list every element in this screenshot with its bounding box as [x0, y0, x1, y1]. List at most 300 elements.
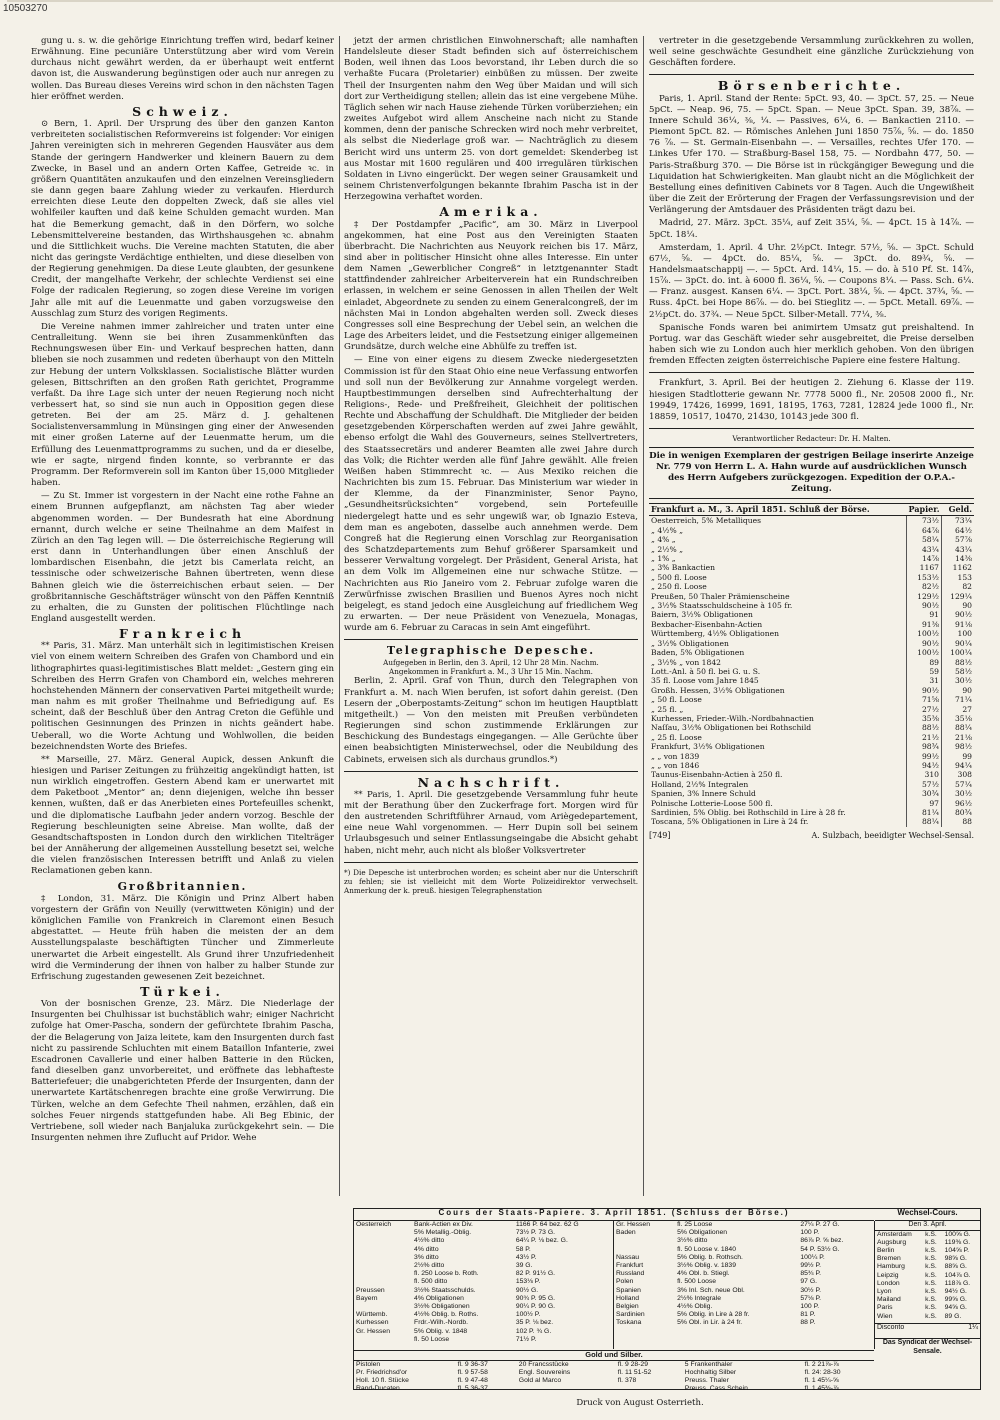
stock-table-row [649, 723, 974, 732]
table-cell: 21⅛ [942, 733, 975, 742]
table-cell: „ 3½% Staatsschuldscheine à 105 fr. [651, 601, 793, 611]
table-cell: „ 25 fl. „ [651, 704, 684, 714]
table-row [354, 1377, 874, 1385]
section-heading-telegraphische-depesche: Telegraphische Depesche. [386, 644, 596, 658]
table-cell [354, 1336, 412, 1344]
stock-table-row [649, 667, 974, 676]
table-cell: Frdr.-Wilh.-Nordb. [414, 1319, 469, 1327]
section-heading-amerika: Amerika. [439, 204, 543, 220]
exchange-section [875, 1209, 980, 1389]
table-cell: 59 [907, 667, 942, 676]
table-cell: 5% Metallig.-Oblig. [414, 1229, 472, 1237]
table-cell: Oesterreich, 5% Metalliques [651, 516, 762, 526]
table-cell: k.S. [925, 1255, 937, 1263]
table-cell: fl. 5 36-37 [457, 1385, 488, 1393]
table-cell: 21½ [907, 733, 942, 742]
table-row [875, 1296, 980, 1304]
table-cell: 89 G. [944, 1312, 962, 1320]
stock-table-row [649, 780, 974, 789]
table-row [354, 1246, 613, 1254]
table-row [875, 1313, 980, 1321]
gold-silver-title: Gold und Silber. [354, 1351, 874, 1361]
table-cell: 58 P. [515, 1245, 531, 1253]
table-row [354, 1221, 613, 1229]
table-cell: 35⅛ [942, 714, 975, 723]
table-cell: 5% Obligationen [677, 1229, 728, 1237]
table-cell: 3½% ditto [677, 1237, 708, 1245]
paragraph: Berlin, 2. April. Graf von Thun, durch den Telegraphen von Frankfurt a. M. nach Wien berufen, ist sofort dahin gereist. (Den Lesern der „Oberpostamts-Zeitung“ schon im heutigen Hauptblatt mitgetheilt.) — Von den meisten mit Preußen verbündeten Regierungen sind schon zustimmende Erklärungen zur Beschickung des Bundestags eingegangen. — Alle Gerüchte über einen beabsichtigten Ministerwechsel, oder die Neubildung des Cabinets, erweisen sich als durchaus grundlos.*) [344, 676, 638, 765]
paragraph: — Eine von einer eigens zu diesem Zwecke niedergesetzten Commission ist für den Staat Ohio eine neue Verfassung entworfen und soll nun der Bevölkerung zur Annahme vorgelegt werden. Hauptbestimmungen derselben sind Aufrechterhaltung der Religions-, Rede- und Preßfreiheit, Gleichheit der politischen Rechte und Abschaffung der Schuldhaft. Die Mitglieder der beiden gesetzgebenden Körperschaften werden auf zwei Jahre gewählt, ebenso erfolgt die Wahl des Gouverneurs, seines Stellvertreters, des Staatssecretärs und anderer Beamten alle zwei Jahre durch das Volk; die Richter werden alle fünf Jahre gewählt. Alle freien Weißen haben Stimmrecht ꝛc. — Aus Mexiko reichen die Nachrichten bis zum 15. Februar. Das Ministerium war wieder in der Klemme, da der Finanzminister, Senor Payno, „Gesundheitsrücksichten“ vorgebend, sein Portefeuille niedergelegt hatte und es sehr ungewiß war, ob Ignazio Esteva, dem man es angeboten, dasselbe auch annehmen werde. Dem Congreß hat die Regierung einen Vorschlag zur Reorganisation des Schatzdepartements zum Behuf größerer Sparsamkeit und besserer Verwaltung vorgelegt. Der Präsident, General Arista, hat an dem Volk im Allgemeinen eine nur schwache Stütze. — Nachrichten aus Rio Janeiro vom 2. Februar zufolge waren die Zerwürfnisse zwischen Brasilien und Buenos Ayres noch nicht beigelegt, es stand jedoch eine Ausgleichung auf friedlichem Weg zu erwarten. — Der neue Präsident von Venezuela, Monagas, wurde am 6. Februar zu Caracas in sein Amt eingeführt. [344, 355, 638, 634]
table-cell: 31 [907, 676, 942, 685]
table-cell: Holland [616, 1294, 640, 1302]
table-cell: 80¾ [942, 808, 975, 817]
table-cell: „ 500 fl. Loose [651, 572, 707, 582]
table-cell: 64⅞ [907, 526, 942, 535]
divider [344, 771, 638, 772]
table-cell: 86⅞ P. ⅝ bez. [800, 1237, 844, 1245]
table-cell: 129½ [907, 592, 942, 601]
section-heading-nachschrift: Nachschrift. [417, 774, 565, 790]
table-cell: 100⅝ G. [944, 1230, 971, 1238]
table-cell: 104⅝ P. [944, 1247, 970, 1254]
table-cell: 88½ [942, 658, 975, 667]
table-cell: 100½ [907, 648, 942, 657]
table-cell: 54 P. 53½ G. [800, 1245, 840, 1253]
table-cell: Lyon [877, 1288, 892, 1296]
table-cell [616, 1385, 683, 1393]
paragraph: ** Paris, 1. April. Die gesetzgebende Versammlung fuhr heute mit der Berathung über den Zuckerfrage fort. Morgen wird für den austretenden Schriftführer Arnaud, vom Ariègedepartement, eine neue Wahl vorgenommen. — Herr Dupin soll bei seinem Urlaubsgesuch und seiner Entlassungseingabe die Absicht gehabt haben, nicht mehr, auch nicht als bloßer Volksvertreter [344, 789, 638, 856]
stock-table-row [649, 620, 974, 629]
table-cell: 4½% Oblig. b. Roths. [414, 1311, 479, 1319]
table-cell: 90¼ [942, 639, 975, 648]
stock-table-row [649, 658, 974, 667]
table-cell: 91⅛ [942, 620, 975, 629]
table-cell: 30½ P. [800, 1286, 822, 1294]
table-cell: 43¼ [907, 545, 942, 554]
table-cell: „ 2½% „ [651, 544, 684, 554]
table-cell: Paris [877, 1304, 893, 1312]
table-cell: Naſſau, 3½% Obligationen bei Rothschild [651, 723, 812, 733]
table-cell: Pistolen [356, 1360, 381, 1368]
stock-table-row [649, 573, 974, 582]
stock-table-row [649, 799, 974, 808]
table-cell: Baden [616, 1229, 636, 1237]
stock-table-row [649, 601, 974, 610]
table-cell: 100½ [907, 629, 942, 638]
table-row [614, 1295, 874, 1303]
table-cell: 57½ [907, 780, 942, 789]
table-cell: 98¾ [907, 742, 942, 751]
table-cell [354, 1262, 412, 1270]
table-row [875, 1304, 980, 1312]
stock-table-row [649, 563, 974, 572]
stock-table-row [649, 817, 974, 826]
table-cell: London [877, 1279, 900, 1287]
table-cell: Engl. Souvereins [518, 1368, 571, 1376]
table-cell: 90½ [942, 610, 975, 619]
table-cell: 82 [942, 582, 975, 591]
table-cell: 81 P. [800, 1311, 816, 1319]
table-cell: k.S. [925, 1263, 937, 1271]
table-row [614, 1262, 874, 1270]
table-cell: Bayern [356, 1294, 378, 1302]
table-cell: Baden, 5% Obligationen [651, 648, 745, 658]
table-cell: 4½% Oblig. [677, 1303, 713, 1311]
course-table-main [354, 1221, 875, 1349]
table-cell: 100¼ P. [800, 1253, 825, 1261]
table-cell: 30½ [942, 676, 975, 685]
table-cell: 35 P. ⅛ bez. [515, 1319, 554, 1327]
table-cell [354, 1303, 412, 1311]
table-row [614, 1254, 874, 1262]
table-row [875, 1263, 980, 1271]
table-row [354, 1287, 613, 1295]
table-cell: k.S. [925, 1271, 937, 1279]
table-cell: 88¼ [942, 723, 975, 732]
table-cell: Nassau [616, 1253, 640, 1261]
table-cell: 5 Frankenthaler [684, 1360, 733, 1368]
table-cell: „ 50 fl. Loose [651, 695, 702, 705]
footnote: *) Die Depesche ist unterbrochen worden; es scheint aber nur die Unterschrift zu fehlen; sie ist vielleicht mit dem Worte Polizeidirektor verwechselt. Anmerkung der k. preuß. hiesigen Telegraphenstation [344, 867, 638, 895]
column-rule [339, 36, 340, 1196]
divider [344, 862, 638, 863]
table-cell: 3% ditto [414, 1253, 439, 1261]
table-cell: fl. 500 ditto [414, 1278, 448, 1286]
table-cell: Polen [616, 1278, 634, 1286]
table-cell: Preussen [356, 1286, 385, 1294]
table-cell: „ 3% Bankactien [651, 563, 716, 573]
table-cell: 100 P. [800, 1303, 820, 1311]
table-cell: 90½ [907, 639, 942, 648]
table-cell: fl. 50 Loose v. 1840 [677, 1245, 736, 1253]
table-cell: 71¼ [942, 695, 975, 704]
table-cell: Oesterreich [356, 1221, 392, 1228]
table-cell: „ „ von 1839 [651, 751, 700, 761]
table-cell: Pr. Friedrichsd'or [356, 1368, 408, 1376]
table-cell: „ 3½% „ von 1842 [651, 657, 722, 667]
paragraph: gung u. s. w. die gehörige Einrichtung treffen wird, bedarf keiner Erwähnung. Eine pecuniäre Unterstützung aber wird vom Verein durchaus nicht gewährt werden, da er überhaupt weit entfernt davon ist, die Auswanderung begünstigen oder auch nur anregen zu wollen. Das Bureau dieses Vereins wird schon in den nächsten Tagen hier eröffnet werden. [31, 36, 334, 102]
course-table [353, 1208, 981, 1393]
table-cell: 73½ [907, 516, 942, 526]
course-table-left-rows [354, 1221, 613, 1344]
table-cell: Gr. Hessen [356, 1327, 390, 1335]
broker-line [649, 830, 974, 841]
paragraph: Von der bosnischen Grenze, 23. März. Die Niederlage der Insurgenten bei Chulhissar ist buchstäblich wahr; einiger Nachricht zufolge hat Omer-Pascha, sondern der gefürchtete Ibrahim Pascha, der die Belagerung von Jaiza leitete, kam den Insurgenten durch fast nicht zu passirende Schluchten mit einem Bataillon Infanterie, zwei Escadronen Cavallerie und einer halben Batterie in den Rücken, fand dieselben ganz unvorbereitet, und eröffnete das lebhafteste Batteriefeuer; die unabgerichteten Pferde der Insurgenten, dann der unerwartete Kartätschenregen brachte eine große Verwirrung. Die Türken, welche an dem Gefechte Theil nahmen, erzählen, daß ein solches Feuer nirgends stattgefunden habe. Ali Beg Ebinic, der Vertriebene, soll wieder nach Banjaluka zurückgekehrt sein. — Die Insurgenten nehmen ihre Zuflucht auf Pridor. Wehe [31, 999, 334, 1143]
table-cell: 100 [942, 629, 975, 638]
table-cell: 90¾ P. 95 G. [515, 1294, 556, 1302]
table-cell: 153 [942, 573, 975, 582]
table-cell: 27 [942, 705, 975, 714]
table-cell: 35 fl. Loose vom Jahre 1845 [651, 676, 759, 686]
syndicate-signature: Das Syndicat der Wechsel-Sensale. [875, 1338, 980, 1356]
paragraph: jetzt der armen christlichen Einwohnerschaft; alle namhaften Handelsleute dieser Stadt befinden sich auf österreichischem Boden, weil ihnen das Loos bevorstand, ihr Leben durch die so verhaßte Fucara (Proletarier) einbüßen zu müssen. Der zweite Theil der Insurgenten nahm den Weg über Maidan und will sich dort zur Vertheidigung stellen; allein das ist eine vergebene Mühe. Täglich sehen wir nach Hause ziehende Türken vorüberziehen; ein zweites Aufgebot wird allem Anscheine nach nicht zu Stande kommen, denn der panische Schrecken wird noch mehr verbreitet, als selbst die Niederlage groß war. — Nachträglich zu diesem Bericht wird uns unterm 25. von dort gemeldet: Skenderbeg ist aus Mostar mit 1600 regulären und 400 irregulären türkischen Soldaten in Livno eingerückt. Der wegen seiner Grausamkeit und seinem Christenverfolgungen bekannte Ibrahim Pascha ist in der Herzegowina verhaftet worden. [344, 36, 638, 203]
table-cell: 91 [907, 610, 942, 619]
table-row [614, 1270, 874, 1278]
table-cell: 35⅜ [907, 714, 942, 723]
table-cell: 5% Oblig. v. 1848 [414, 1327, 468, 1335]
discount-value: 1¼ [968, 1323, 978, 1331]
table-cell: „ 4½% „ [651, 525, 684, 535]
course-table-left [354, 1221, 614, 1349]
stock-table-row [649, 648, 974, 657]
table-row [354, 1278, 613, 1286]
divider [649, 428, 974, 429]
section-heading-frankreich: Frankreich [118, 626, 247, 642]
table-cell: 27½ [907, 705, 942, 714]
stock-table-row [649, 686, 974, 695]
table-cell: 1166 P. 64 bez. 62 G [515, 1221, 579, 1228]
table-cell: 99 [942, 752, 975, 761]
table-cell: 119⅜ G. [944, 1238, 971, 1246]
table-cell: Bremen [877, 1255, 901, 1263]
table-cell: 88 P. [800, 1319, 816, 1327]
course-table-right-rows [614, 1221, 874, 1328]
table-cell: 4% ditto [414, 1245, 439, 1253]
stock-table-row [649, 545, 974, 554]
table-cell: 82½ [907, 582, 942, 591]
table-cell: 14⅞ [907, 554, 942, 563]
dispatch-sent-time: Aufgegeben in Berlin, den 3. April, 12 Uhr 28 Min. Nachm. [383, 658, 599, 668]
table-cell: 1162 [942, 563, 975, 572]
divider [344, 639, 638, 640]
table-row [354, 1385, 874, 1393]
stock-table-row [649, 705, 974, 714]
table-cell: 94⅝ G. [944, 1304, 967, 1312]
table-cell: 58¼ [907, 535, 942, 544]
stock-table-row [649, 629, 974, 638]
column-1 [31, 36, 334, 1146]
table-cell: Württemberg, 4½% Obligationen [651, 629, 779, 639]
table-row [614, 1229, 874, 1237]
table-cell: 88 [942, 817, 975, 826]
paragraph: ‡ London, 31. März. Die Königin und Prinz Albert haben vorgestern der Gräfin von Neuilly (verwittweten Königin) und der königlichen Familie von Frankreich in Claremont einen Besuch abgestattet. — Heute früh haben die meisten der an dem Ausstellungspalaste beschäftigten Tüncher und Zimmerleute unerwartet die Arbeit eingestellt. Als Grund ihrer Unzufriedenheit wird die Verminderung der ihnen von halber zu halber Stunde zur Erfrischung zugestanden gewesenen Zeit bezeichnet. [31, 893, 334, 982]
table-cell: 71⅝ [907, 695, 942, 704]
table-row [354, 1237, 613, 1245]
stock-table-col-geld: Geld. [942, 504, 975, 516]
table-cell: Kurhessen, Frieder.-Wilh.-Nordbahnactien [651, 713, 814, 723]
table-cell: Holl. 10 fl. Stücke [356, 1377, 409, 1384]
table-cell: Hochhaltig Silber [684, 1368, 737, 1376]
table-cell: 73½ P. 73 G. [515, 1229, 556, 1237]
table-cell [354, 1246, 412, 1254]
table-row [354, 1295, 613, 1303]
table-cell: 153½ [907, 573, 942, 582]
table-cell: „ 4% „ [651, 535, 676, 545]
stock-table-row [649, 516, 974, 526]
stock-table [649, 503, 974, 827]
table-cell: 96½ [942, 799, 975, 808]
table-cell: 97 [907, 799, 942, 808]
stock-table-row [649, 808, 974, 817]
table-cell: k.S. [925, 1296, 937, 1304]
table-cell: „ „ von 1846 [651, 760, 700, 770]
table-row [614, 1287, 874, 1295]
table-cell [614, 1237, 675, 1245]
table-cell: 57¼ [942, 780, 975, 789]
table-cell: 43½ P. [515, 1253, 537, 1261]
table-cell: 310 [907, 770, 942, 779]
table-cell: 3½% Oblig. v. 1839 [677, 1262, 736, 1270]
table-cell: 102 P. ¾ G. [515, 1327, 552, 1335]
table-cell: fl. 9 57-58 [457, 1368, 488, 1376]
table-cell: k.S. [925, 1312, 937, 1320]
table-cell: 90¼ P. 90 G. [515, 1303, 556, 1311]
table-row [354, 1328, 613, 1336]
table-row [614, 1246, 874, 1254]
table-cell: Preußen, 50 Thaler Prämienscheine [651, 591, 790, 601]
table-cell: 100 P. [800, 1229, 820, 1237]
table-cell: k.S. [925, 1238, 937, 1246]
table-cell: Leipzig [877, 1271, 899, 1279]
table-row [614, 1237, 874, 1245]
gold-silver-rows [354, 1361, 874, 1394]
stock-table-row [649, 789, 974, 798]
table-cell: 90 [942, 601, 975, 610]
table-cell: Frankfurt [616, 1262, 644, 1270]
paragraph: ** Paris, 31. März. Man unterhält sich in legitimistischen Kreisen viel von einem weitern Schreiben des Grafen von Chambord und ein lithographirtes quasi-legitimistisches Blatt meldet: „Gestern ging ein Schreiben des Herrn Grafen von Chambord ein, welches mehreren hochstehenden Männern der conservativen Partei mitgetheilt wurde; man nahm es mit großer Theilnahme und Befriedigung auf. Es scheint, daß der Beschluß über den Antrag Creton die Gefühle und politischen Gesinnungen des Prinzen in nichts geändert habe. Ueberall, wo die Worte Achtung und Wohlwollen, die beiden bezeichnendsten Worte des Briefes. [31, 641, 334, 752]
table-row [614, 1319, 874, 1327]
table-cell: 2½% ditto [414, 1262, 445, 1270]
table-cell: fl. 25 Loose [677, 1221, 713, 1228]
exchange-rows [875, 1231, 980, 1321]
stock-table-body [649, 516, 974, 827]
table-cell: Lott.-Anl. à 50 fl. bei G. u. S. [651, 666, 761, 676]
table-cell: 88½ [907, 723, 942, 732]
table-row [354, 1361, 874, 1369]
table-cell: 153⅛ P. [515, 1278, 541, 1286]
table-row [354, 1336, 613, 1344]
stock-table-row [649, 554, 974, 563]
notice-box: Die in wenigen Exemplaren der gestrigen Beilage inserirte Anzeige Nr. 779 von Herrn L. A. Hahn wurde auf ausdrücklichen Wunsch des Herrn Aufgebers zurückgezogen. Expedition der O.P.A.-Zeitung. [649, 447, 974, 499]
table-cell: 2½% Integrale [677, 1294, 721, 1302]
stock-table-row [649, 535, 974, 544]
table-cell: k.S. [925, 1288, 937, 1296]
table-cell: 90½ [907, 601, 942, 610]
table-cell: Holland, 2½% Integralen [651, 779, 749, 789]
table-cell [354, 1229, 412, 1237]
table-cell: 129¼ [942, 592, 975, 601]
table-cell: 3% Inl. Sch. neue Obl. [677, 1286, 745, 1294]
table-row [875, 1247, 980, 1255]
table-cell: „ 3½% Obligationen [651, 638, 729, 648]
dispatch-arrival-time: Angekommen in Frankfurt a. M., 3 Uhr 15 Min. Nachm. [389, 667, 593, 677]
column-3 [649, 36, 974, 841]
table-cell: fl. 9 28-29 [617, 1360, 648, 1368]
table-row [354, 1319, 613, 1327]
table-cell: Wien [877, 1312, 893, 1320]
stock-table-row [649, 752, 974, 761]
table-row [614, 1221, 874, 1229]
table-cell: Berlin [877, 1247, 895, 1254]
section-heading-tuerkei: Türkei. [140, 983, 225, 999]
table-row [354, 1311, 613, 1319]
table-row [354, 1369, 874, 1377]
stock-table-title: Frankfurt a. M., 3. April 1851. Schluß der Börse. [649, 504, 907, 516]
table-cell: fl. 11 51-52 [617, 1368, 652, 1376]
table-row [614, 1278, 874, 1286]
table-cell: 4% Obl. b. Stiegl. [677, 1270, 730, 1278]
course-table-title: Cours der Staats-Papiere. 3. April 1851. (Schluss der Börse.) [354, 1209, 874, 1221]
column-2 [344, 36, 638, 895]
table-cell: 39 G. [515, 1262, 533, 1270]
table-cell [354, 1254, 412, 1262]
stock-table-row [649, 761, 974, 770]
table-cell: 71½ P. [515, 1335, 537, 1343]
stock-table-row [649, 714, 974, 723]
table-cell [354, 1278, 412, 1286]
table-cell: 1167 [907, 563, 942, 572]
table-cell: 64½ [942, 526, 975, 535]
section-heading-boersenberichte: Börsenberichte. [717, 78, 906, 94]
table-row [875, 1255, 980, 1263]
table-row [875, 1280, 980, 1288]
table-cell: Großh. Hessen, 3½% Obligationen [651, 685, 785, 695]
table-cell: 5% Oblig. b. Rothsch. [677, 1253, 743, 1261]
stock-table-row [649, 610, 974, 619]
table-row [354, 1254, 613, 1262]
table-cell: Bank-Actien ex Div. [414, 1221, 473, 1228]
column-rule [643, 36, 644, 1196]
table-cell: Toskana [616, 1319, 642, 1327]
table-cell: Polnische Lotterie-Loose 500 fl. [651, 798, 773, 808]
table-cell: fl. 9 47-48 [457, 1377, 488, 1384]
section-heading-grossbritannien: Großbritannien. [117, 879, 248, 893]
table-row [354, 1270, 613, 1278]
table-cell: Russland [616, 1270, 645, 1278]
paragraph: Paris, 1. April. Stand der Rente: 5pCt. 93, 40. — 3pCt. 57, 25. — Neue 5pCt. — Neap. 96, 75. — 5pCt. Span. — Neue 3pCt. Span. 39, 38⅞. — Innere Schuld 36¼, ⅜, ¼. — Passives, 6¼, 6. — Bankactien 2110. — Piemont 5pCt. 82. — Römisches Anlehen Juni 1850 75⅞, ⅝. — do. 1850 76 ⅞. — St. Germain-Eisenbahn —. — Versailles, rechtes Ufer 170. — Linkes Ufer 170. — Straßburg-Basel 158, 75. — Nordbahn 477, 50. — Paris-Straßburg 370. — Die Börse ist in rückgängiger Bewegung und die Liquidation hat Schwierigkeiten. Man glaubt nicht an die Möglichkeit der Bestellung eines definitiven Cabinets vor 8 Tagen. Auch die Ungewißheit über die Zeit der Erörterung der Fragen der Verfassungsrevision und der Verlängerung der Amtsdauer des Präsidenten trägt dazu bei. [649, 93, 974, 216]
table-cell: 88¼ [907, 817, 942, 826]
table-cell: Württemb. [356, 1311, 388, 1319]
paragraph: ‡ Der Postdampfer „Pacific“, am 30. März in Liverpool angekommen, hat eine Post aus den Vereinigten Staaten überbracht. Die Nachrichten aus Neuyork reichen bis 17. März, sind aber in politischer Hinsicht ohne alles Interesse. Ein unter dem Namen „Gewerblicher Congreß“ in letztgenannter Stadt stattfindender zahlreicher Arbeiterverein hat ein Rundschreiben erlassen, in welchem er seine Genossen in allen Theilen der Welt einladet, Abgeordnete zu senden zu einem Generalcongreß, der im nächsten Mai in London abgehalten werden soll. Zweck dieses Congresses soll eine Besprechung der Uebel sein, an welchen die Lage des Arbeiters leidet, und die Festsetzung einiger allgemeinen Grundsätze, durch welche eine Abhülfe zu treffen ist. [344, 219, 638, 353]
table-cell [354, 1270, 412, 1278]
paragraph: ** Marseille, 27. März. General Aupick, dessen Ankunft die hiesigen und Pariser Zeitungen zu frühzeitig angekündigt hatten, ist nun wirklich eingetroffen. Gestern Abend kam er unerwartet mit dem Paketboot „Mentor“ an; denn diejenigen, welche ihn besser kennen, wußten, daß er das Anerbieten eines Portefeuilles schenkt, und die diplomatische Laufbahn jeder andern vorzog. Beschle der Regierung beschleunigten seine Abreise. Man wollte, daß der Gesandtschaftsposten in London durch den wirklichen Titelträger bei der Annäherung der allgemeinen Ausstellung besetzt sei, welche die vielen französischen Interessen betrifft und Anlaß zu vielen Reclamationen geben kann. [31, 754, 334, 877]
table-cell: Preuss. Thaler [684, 1377, 729, 1384]
table-cell: 90½ [907, 686, 942, 695]
table-cell: fl. 378 [617, 1377, 637, 1384]
table-cell: 104⅞ G. [944, 1271, 971, 1279]
table-cell: 57⅞ [942, 535, 975, 544]
table-cell [614, 1246, 675, 1254]
course-table-right [614, 1221, 874, 1349]
table-cell: Augsburg [877, 1238, 907, 1246]
table-cell: fl. 500 Loose [677, 1278, 717, 1286]
table-row [354, 1229, 613, 1237]
table-cell: Preuss. Cass.Schein [684, 1385, 748, 1393]
table-cell: 30¾ [907, 789, 942, 798]
table-cell: 89 [907, 658, 942, 667]
paragraph: vertreter in die gesetzgebende Versammlung zurückkehren zu wollen, weil seine geschwächte Gesundheit eine gänzliche Zurückziehung von Geschäften fordere. [649, 36, 974, 69]
table-cell: Frankfurt, 3½% Obligationen [651, 742, 765, 752]
table-cell: 90 [942, 686, 975, 695]
table-cell: Sardinien, 5% Oblig. bei Rothschild in Lire à 28 fr. [651, 808, 846, 817]
table-cell: 100½ P. [515, 1311, 541, 1319]
table-row [875, 1231, 980, 1239]
table-cell: 64¼ P. ⅛ bez. G. [515, 1237, 568, 1245]
discount-label: Disconto [877, 1323, 905, 1331]
table-row [614, 1303, 874, 1311]
table-cell: fl. 1 45⅜-⅞ [804, 1385, 839, 1393]
table-cell: Spanien [616, 1286, 641, 1294]
table-cell: 88⅝ G. [944, 1263, 967, 1271]
section-heading-schweiz: Schweiz. [132, 103, 233, 119]
gold-silver-section [354, 1350, 874, 1393]
table-cell: 5% Obl. in Lir. à 24 fr. [677, 1319, 743, 1327]
page-identifier: 10503270 [3, 3, 48, 14]
editor-line: Verantwortlicher Redacteur: Dr. H. Malten. [732, 434, 891, 443]
table-cell: 14⅜ [942, 554, 975, 563]
table-cell: k.S. [925, 1247, 937, 1254]
table-row [614, 1311, 874, 1319]
